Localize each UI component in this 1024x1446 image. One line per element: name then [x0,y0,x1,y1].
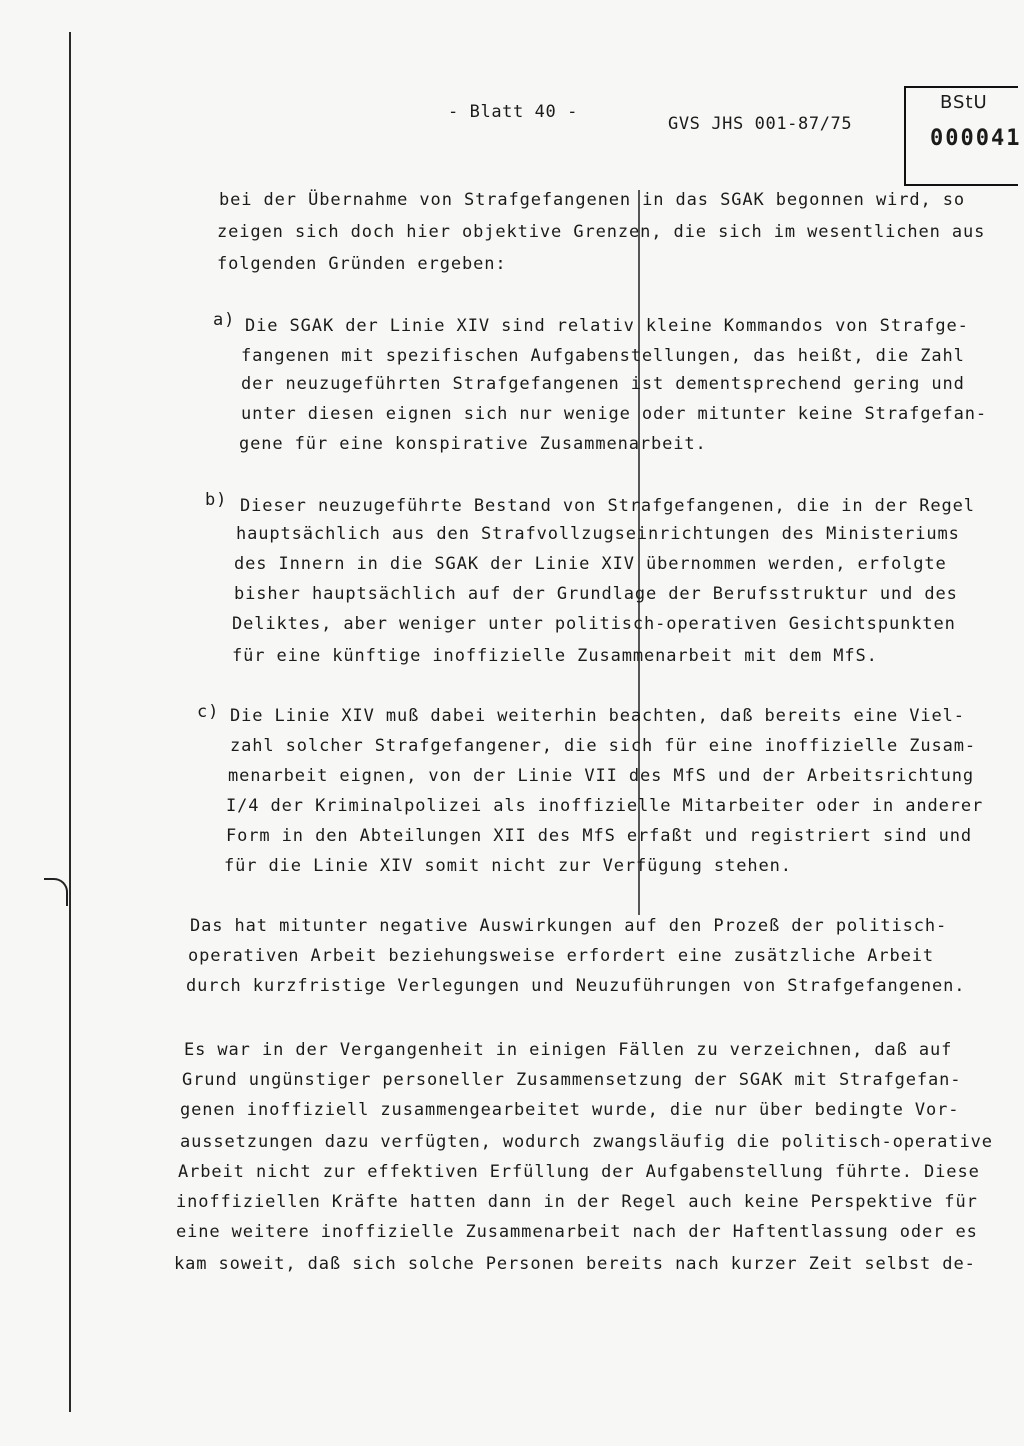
paragraph-line: durch kurzfristige Verlegungen und Neuzuführungen von Strafgefangenen. [186,976,966,996]
intro-line: zeigen sich doch hier objektive Grenzen, die sich im wesentlichen aus [217,222,986,242]
list-item-line: Die SGAK der Linie XIV sind relativ kleine Kommandos von Strafge- [245,316,969,336]
list-marker: a) [213,310,236,330]
list-item-line: gene für eine konspirative Zusammenarbeit. [239,434,707,454]
paragraph-line: genen inoffiziell zusammengearbeitet wurde, die nur über bedingte Vor- [180,1100,960,1120]
list-item-line: menarbeit eignen, von der Linie VII des MfS und der Arbeitsrichtung [228,766,975,786]
stamp-number: 000041 [930,126,1022,151]
list-item-line: für die Linie XIV somit nicht zur Verfügung stehen. [224,856,792,876]
list-item-line: fangenen mit spezifischen Aufgabenstellungen, das heißt, die Zahl [241,346,965,366]
list-item-line: zahl solcher Strafgefangener, die sich für eine inoffizielle Zusam- [230,736,977,756]
list-item-line: des Innern in die SGAK der Linie XIV übernommen werden, erfolgte [234,554,947,574]
paragraph-line: Grund ungünstiger personeller Zusammensetzung der SGAK mit Strafgefan- [182,1070,962,1090]
document-reference: GVS JHS 001-87/75 [668,114,853,134]
paragraph-line: Das hat mitunter negative Auswirkungen auf den Prozeß der politisch- [190,916,948,936]
paragraph-line: kam soweit, daß sich solche Personen bereits nach kurzer Zeit selbst de- [174,1254,976,1274]
list-item-line: hauptsächlich aus den Strafvollzugseinrichtungen des Ministeriums [236,524,960,544]
page-number-label: - Blatt 40 - [448,102,579,122]
list-item-line: Deliktes, aber weniger unter politisch-operativen Gesichtspunkten [232,614,956,634]
intro-line: folgenden Gründen ergeben: [217,254,507,274]
margin-pencil-mark [44,878,68,906]
list-item-line: Form in den Abteilungen XII des MfS erfaßt und registriert sind und [226,826,973,846]
margin-rule-left [69,32,71,1412]
list-item-line: der neuzugeführten Strafgefangenen ist dementsprechend gering und [241,374,965,394]
paragraph-line: operativen Arbeit beziehungsweise erfordert eine zusätzliche Arbeit [188,946,935,966]
list-item-line: Dieser neuzugeführte Bestand von Strafgefangenen, die in der Regel [240,496,975,516]
list-item-line: bisher hauptsächlich auf der Grundlage der Berufsstruktur und des [234,584,958,604]
list-marker: c) [197,702,220,722]
intro-line: bei der Übernahme von Strafgefangenen in das SGAK begonnen wird, so [219,190,966,210]
paragraph-line: eine weitere inoffizielle Zusammenarbeit nach der Haftentlassung oder es [176,1222,978,1242]
paragraph-line: Arbeit nicht zur effektiven Erfüllung der Aufgabenstellung führte. Diese [178,1162,980,1182]
list-item-line: für eine künftige inoffizielle Zusammenarbeit mit dem MfS. [232,646,878,666]
list-marker: b) [205,490,228,510]
list-item-line: unter diesen eignen sich nur wenige oder mitunter keine Strafgefan- [241,404,988,424]
paragraph-line: inoffiziellen Kräfte hatten dann in der Regel auch keine Perspektive für [176,1192,978,1212]
stamp-label: BStU [940,92,988,113]
list-item-line: Die Linie XIV muß dabei weiterhin beachten, daß bereits eine Viel- [230,706,965,726]
paragraph-line: Es war in der Vergangenheit in einigen Fällen zu verzeichnen, daß auf [184,1040,953,1060]
list-item-line: I/4 der Kriminalpolizei als inoffizielle Mitarbeiter oder in anderer [226,796,984,816]
paragraph-line: aussetzungen dazu verfügten, wodurch zwangsläufig die politisch-operative [180,1132,993,1152]
